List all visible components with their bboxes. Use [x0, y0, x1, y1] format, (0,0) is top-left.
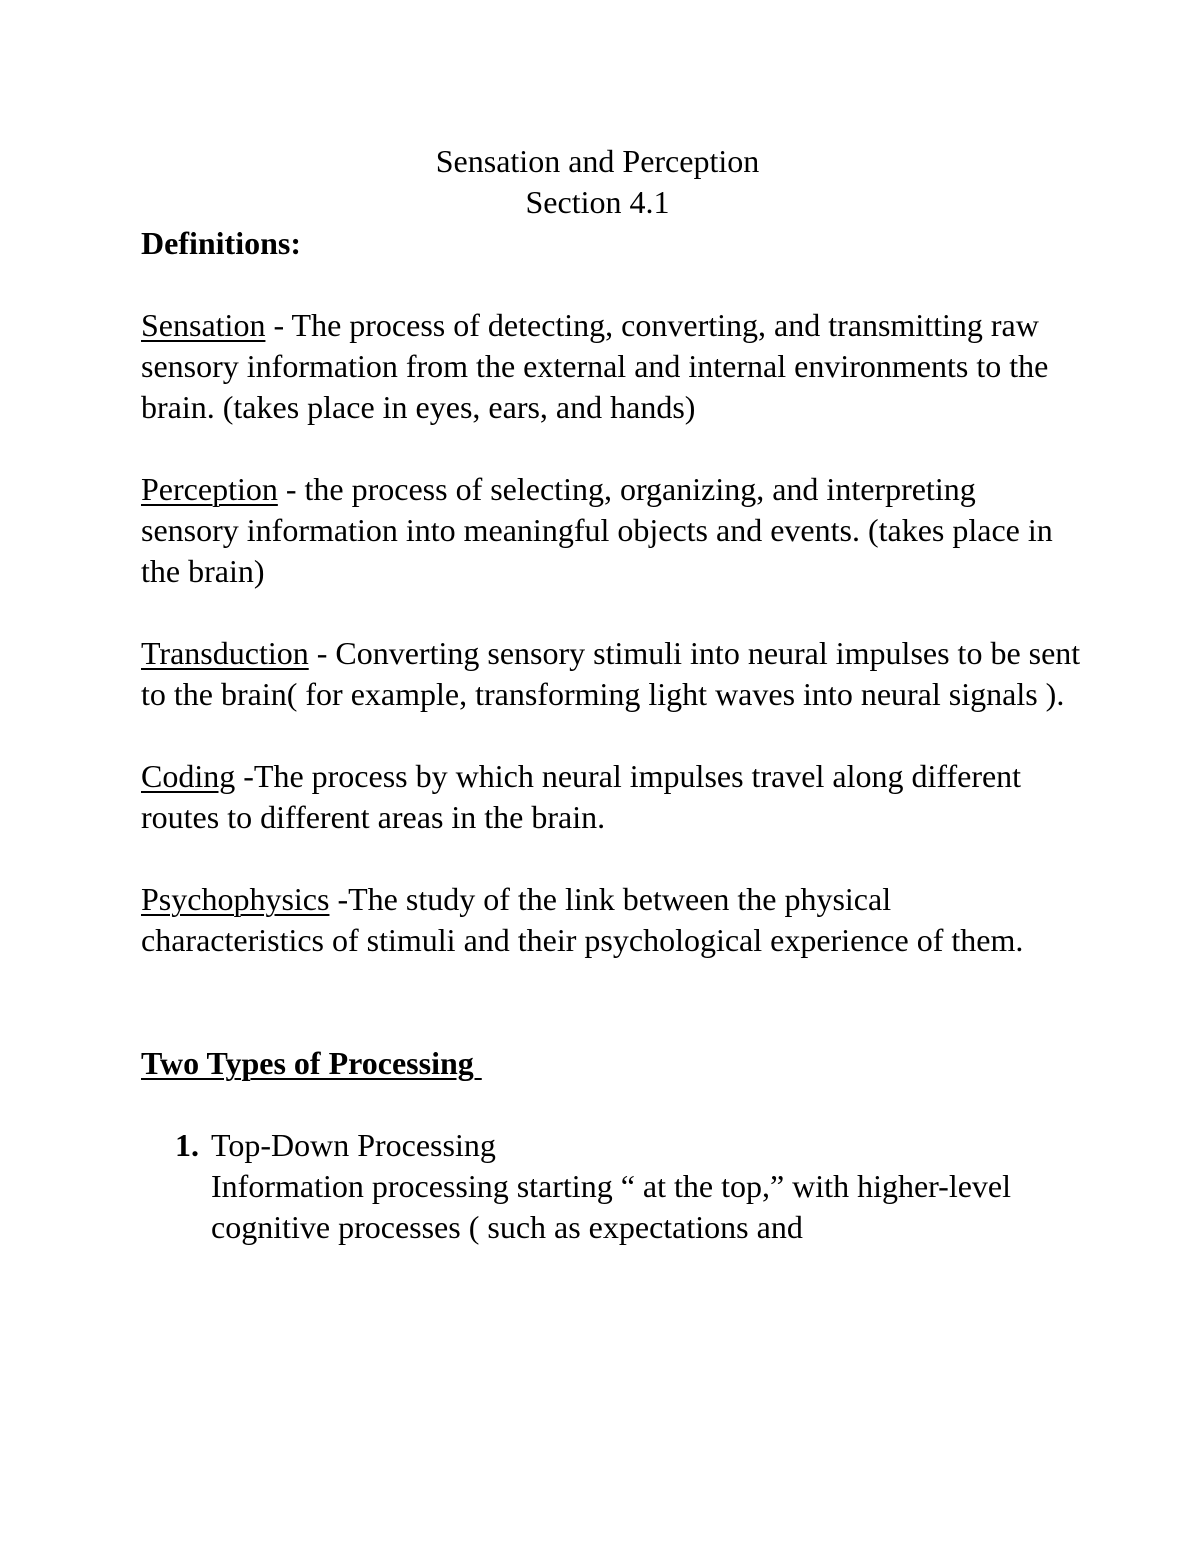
processing-item-title: Top-Down Processing — [211, 1127, 496, 1163]
processing-item-text: Information processing starting “ at the top,” with higher-level cognitive processes ( such as expectations and — [211, 1168, 1012, 1245]
document-title: Sensation and Perception — [435, 143, 760, 179]
document-content — [141, 223, 1081, 1248]
definition-transduction — [141, 633, 1081, 715]
definition-term: Psychophysics — [141, 881, 330, 917]
definition-text: The process by which neural impulses travel along different routes to different areas in the brain. — [141, 758, 1022, 835]
definitions-heading: Definitions: — [141, 225, 301, 261]
definition-text: the process of selecting, organizing, and interpreting sensory information into meaningful objects and events. (takes place in the brain) — [141, 471, 1053, 589]
definition-term: Perception — [141, 471, 278, 507]
definition-sensation — [141, 305, 1081, 428]
definition-separator: - — [265, 307, 292, 343]
definition-separator: - — [308, 635, 336, 671]
definition-coding — [141, 756, 1081, 838]
section-number: Section 4.1 — [525, 184, 670, 220]
definition-text: The process of detecting, converting, and transmitting raw sensory information from the external and internal environments to the brain. (takes place in eyes, ears, and hands) — [141, 307, 1049, 425]
document-title-block — [0, 141, 1195, 223]
definition-text: Converting sensory stimuli into neural impulses to be sent to the brain( for example, transforming light waves into neural signals ). — [141, 635, 1081, 712]
definition-text: The study of the link between the physical characteristics of stimuli and their psychological experience of them. — [141, 881, 1024, 958]
definition-term: Coding — [141, 758, 236, 794]
definition-separator: - — [329, 881, 349, 917]
processing-heading: Two Types of Processing — [141, 1045, 482, 1081]
definition-term: Sensation — [141, 307, 266, 343]
definition-separator: - — [277, 471, 305, 507]
definition-perception — [141, 469, 1081, 592]
definition-separator: - — [235, 758, 254, 794]
definition-psychophysics — [141, 879, 1081, 961]
processing-item-top-down — [141, 1125, 1081, 1248]
list-number: 1. — [175, 1127, 199, 1163]
definition-term: Transduction — [141, 635, 309, 671]
